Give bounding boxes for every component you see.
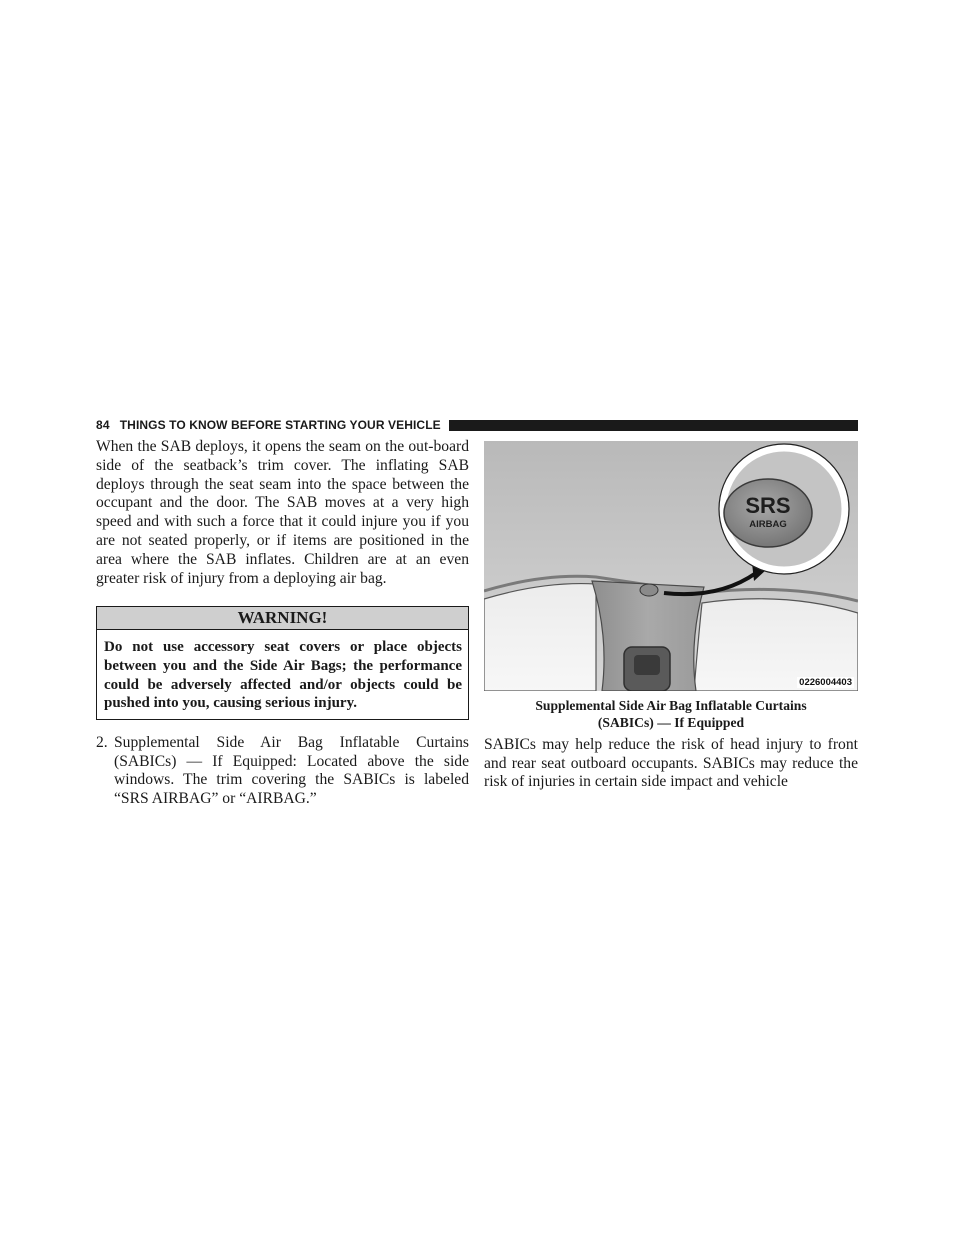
- vehicle-interior-drawing: [484, 441, 858, 691]
- small-srs-badge: [640, 584, 658, 596]
- header-rule: [449, 420, 858, 431]
- badge-text-srs: SRS: [745, 493, 791, 518]
- list-item-sabics: [96, 734, 469, 809]
- front-window: [484, 584, 596, 691]
- warning-body: Do not use accessory seat covers or place objects between you and the Side Air Bags; the performance could be adversely affected and/or objects could be pushed into you, causing serious injury.: [104, 639, 462, 712]
- page-number: 84: [96, 418, 110, 432]
- left-column: [96, 438, 469, 809]
- sab-deploy-paragraph: When the SAB deploys, it opens the seam on the out-board side of the seatback’s trim cover. The inflating SAB deploys through the seat seam into the space between the occupant and the door. The SAB moves at a very high speed and with such a force that it could injure you if you are not seated properly, or if items are positioned in the area where the SAB inflates. Children are at an even greater risk of injury from a deploying air bag.: [96, 438, 469, 587]
- caption-line-1: Supplemental Side Air Bag Inflatable Curtains: [535, 698, 807, 713]
- figure-caption: [484, 697, 858, 732]
- caption-line-2: (SABICs) — If Equipped: [597, 715, 745, 731]
- running-header: [96, 418, 858, 432]
- section-title: THINGS TO KNOW BEFORE STARTING YOUR VEHICLE: [119, 418, 441, 432]
- warning-title: WARNING!: [97, 607, 468, 630]
- warning-box: [96, 606, 469, 719]
- seat-belt-slot: [634, 655, 660, 675]
- list-item-text: Supplemental Side Air Bag Inflatable Curtains (SABICs) — If Equipped: Located above the side windows. The trim covering the SABICs is labeled “SRS AIRBAG” or “AIRBAG.”: [114, 733, 469, 808]
- right-column: [484, 441, 858, 792]
- sabic-paragraph: SABICs may help reduce the risk of head injury to front and rear seat outboard occupants. SABICs may reduce the risk of injuries in certain side impact and vehicle: [484, 735, 858, 791]
- list-item-number: 2.: [96, 733, 108, 751]
- badge-text-airbag: AIRBAG: [749, 519, 787, 530]
- image-code: 0226004403: [799, 677, 852, 688]
- sabic-illustration: [484, 441, 858, 691]
